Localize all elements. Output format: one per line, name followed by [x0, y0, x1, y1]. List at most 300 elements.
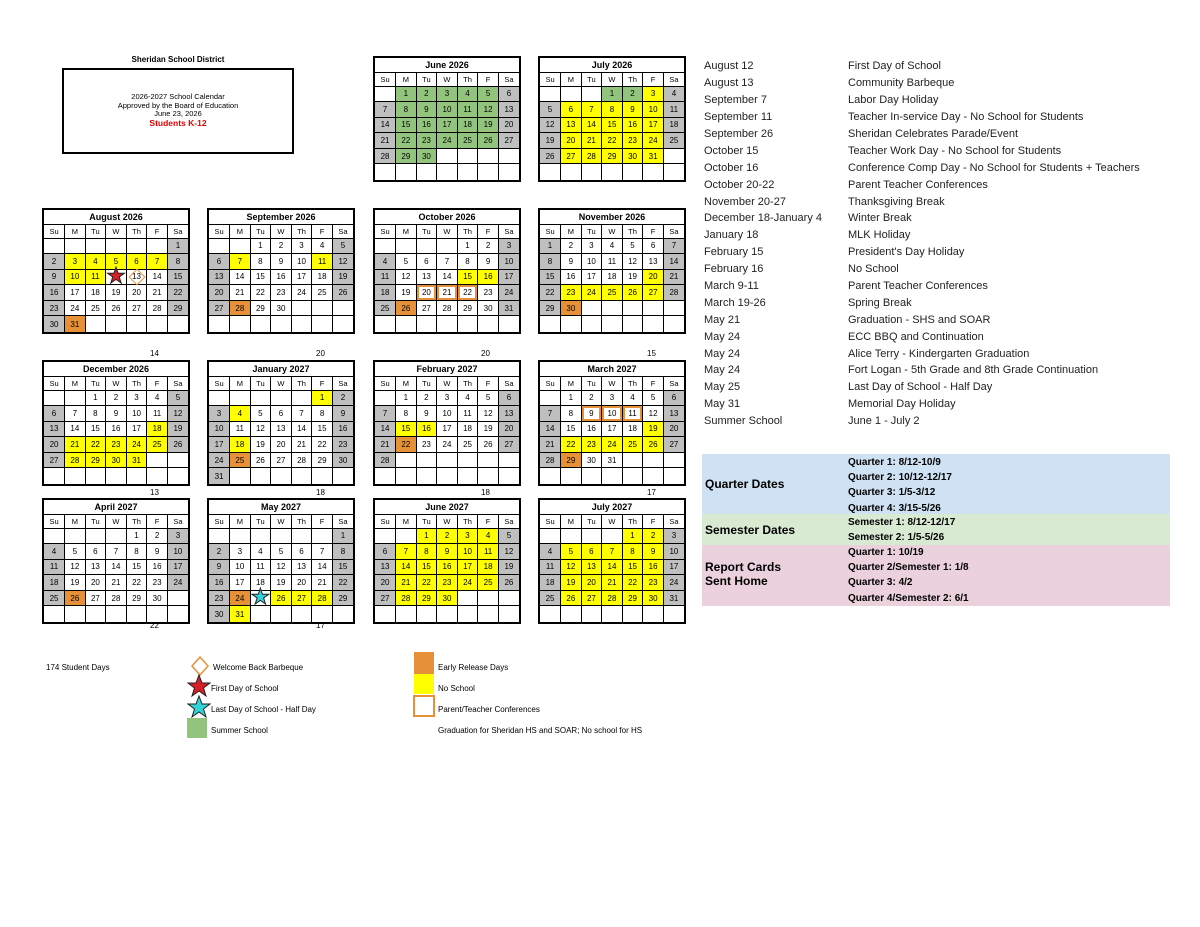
- calendar-day: 24: [457, 575, 478, 591]
- calendar-day: 8: [602, 102, 623, 118]
- empty-day-cell: [622, 316, 643, 332]
- calendar-day: 3: [230, 544, 251, 560]
- semester-2: Semester 2: 1/5-5/26: [848, 532, 945, 544]
- weekday-header: Su: [540, 377, 561, 390]
- event-date: November 20-27: [704, 195, 786, 208]
- event-date: February 15: [704, 246, 764, 259]
- empty-day-cell: [147, 606, 168, 622]
- calendar-day: 21: [437, 285, 458, 301]
- calendar-day: 26: [250, 452, 271, 468]
- calendar-day: 17: [167, 559, 188, 575]
- calendar-day: 13: [375, 559, 396, 575]
- calendar-day: 2: [44, 254, 65, 270]
- calendar-day: 17: [437, 421, 458, 437]
- calendar-day: 30: [209, 606, 230, 622]
- calendar-day: 7: [437, 254, 458, 270]
- calendar-day: 23: [209, 590, 230, 606]
- district-name: Sheridan School District: [131, 55, 225, 64]
- calendar-day: 30: [332, 452, 353, 468]
- calendar-day: 7: [663, 238, 684, 254]
- event-row: [704, 58, 1174, 75]
- empty-day-cell: [126, 238, 147, 254]
- empty-day-cell: [457, 452, 478, 468]
- empty-day-cell: [498, 148, 519, 164]
- calendar-day: 9: [209, 559, 230, 575]
- calendar-day: 16: [106, 421, 127, 437]
- calendar-day: 15: [167, 269, 188, 285]
- month-calendar: [373, 208, 521, 334]
- weekday-header: W: [602, 515, 623, 528]
- calendar-day: 7: [106, 544, 127, 560]
- calendar-day: 1: [126, 528, 147, 544]
- calendar-day: 3: [581, 238, 602, 254]
- event-description: MLK Holiday: [848, 229, 911, 242]
- calendar-day: 5: [167, 390, 188, 406]
- empty-day-cell: [65, 238, 86, 254]
- calendar-day: 26: [540, 148, 561, 164]
- empty-day-cell: [602, 606, 623, 622]
- calendar-day: 4: [457, 390, 478, 406]
- approval-line: Approved by the Board of Education: [117, 100, 239, 110]
- weekday-header: Sa: [332, 515, 353, 528]
- weekday-header: Su: [375, 73, 396, 86]
- empty-day-cell: [498, 468, 519, 484]
- event-row: [704, 126, 1174, 143]
- empty-day-cell: [396, 528, 417, 544]
- calendar-day: 21: [230, 285, 251, 301]
- calendar-day: 13: [271, 421, 292, 437]
- empty-day-cell: [437, 238, 458, 254]
- weekday-header: W: [602, 377, 623, 390]
- month-student-days: 20: [316, 349, 325, 358]
- calendar-day: 23: [416, 437, 437, 453]
- calendar-day: 11: [478, 544, 499, 560]
- calendar-day: 12: [478, 102, 499, 118]
- calendar-day: 21: [375, 133, 396, 149]
- calendar-day: 15: [396, 421, 417, 437]
- calendar-day: 22: [312, 437, 333, 453]
- month-calendar: [538, 208, 686, 334]
- calendar-day: 20: [498, 117, 519, 133]
- weekday-header: M: [561, 73, 582, 86]
- weekday-header: Sa: [167, 515, 188, 528]
- empty-day-cell: [540, 528, 561, 544]
- calendar-day: 2: [271, 238, 292, 254]
- calendar-day: 11: [375, 269, 396, 285]
- calendar-day: 10: [437, 406, 458, 422]
- calendar-day: 23: [416, 133, 437, 149]
- weekday-header: F: [643, 515, 664, 528]
- calendar-day: 4: [230, 406, 251, 422]
- weekday-header: Su: [44, 377, 65, 390]
- calendar-day: 12: [167, 406, 188, 422]
- calendar-day: 11: [602, 254, 623, 270]
- calendar-day: 9: [437, 544, 458, 560]
- calendar-day: 29: [167, 300, 188, 316]
- event-description: Community Barbeque: [848, 77, 955, 90]
- calendar-day: 6: [416, 254, 437, 270]
- report-2: Quarter 2/Semester 1: 1/8: [848, 562, 969, 574]
- empty-day-cell: [271, 316, 292, 332]
- month-student-days: 17: [316, 621, 325, 630]
- empty-day-cell: [602, 164, 623, 180]
- weekday-header: Sa: [663, 73, 684, 86]
- quarter-dates-label: Quarter Dates: [705, 477, 785, 491]
- month-student-days: 18: [316, 488, 325, 497]
- weekday-header: Su: [44, 225, 65, 238]
- empty-day-cell: [250, 390, 271, 406]
- month-student-days: 15: [647, 349, 656, 358]
- empty-day-cell: [291, 390, 312, 406]
- calendar-day: 9: [44, 269, 65, 285]
- quarter-3: Quarter 3: 1/5-3/12: [848, 487, 936, 499]
- calendar-day: 19: [478, 421, 499, 437]
- weekday-header: F: [312, 377, 333, 390]
- empty-day-cell: [126, 316, 147, 332]
- calendar-day: 1: [561, 390, 582, 406]
- calendar-day: 13: [85, 559, 106, 575]
- event-date: May 24: [704, 330, 741, 343]
- calendar-day: 27: [663, 437, 684, 453]
- calendar-day: 17: [457, 559, 478, 575]
- calendar-day: 13: [643, 254, 664, 270]
- empty-day-cell: [437, 148, 458, 164]
- calendar-day: 25: [375, 300, 396, 316]
- calendar-day: 18: [663, 117, 684, 133]
- event-date: March 9-11: [704, 280, 759, 293]
- weekday-header: Tu: [416, 377, 437, 390]
- calendar-day: 3: [291, 238, 312, 254]
- calendar-day: 19: [498, 559, 519, 575]
- empty-day-cell: [663, 316, 684, 332]
- empty-day-cell: [663, 148, 684, 164]
- calendar-day: 12: [250, 421, 271, 437]
- calendar-day: 14: [106, 559, 127, 575]
- month-calendar: [373, 360, 521, 486]
- event-date: May 31: [704, 398, 741, 411]
- empty-day-cell: [312, 528, 333, 544]
- calendar-day: 27: [581, 590, 602, 606]
- calendar-day: 6: [291, 544, 312, 560]
- calendar-day: 11: [85, 269, 106, 285]
- weekday-header: Sa: [498, 225, 519, 238]
- weekday-header: F: [147, 225, 168, 238]
- event-description: June 1 - July 2: [848, 415, 920, 428]
- weekday-header: W: [437, 377, 458, 390]
- calendar-day: 5: [498, 528, 519, 544]
- empty-day-cell: [643, 468, 664, 484]
- calendar-day: 4: [250, 544, 271, 560]
- calendar-day: 27: [498, 437, 519, 453]
- summer-school-swatch: [187, 718, 207, 738]
- empty-day-cell: [312, 300, 333, 316]
- calendar-day: 31: [126, 452, 147, 468]
- calendar-day: 4: [147, 390, 168, 406]
- early-release-swatch: [414, 652, 434, 674]
- calendar-day: 5: [396, 254, 417, 270]
- calendar-day: 28: [375, 452, 396, 468]
- calendar-day: 2: [416, 86, 437, 102]
- report-cards-section: [702, 545, 1170, 606]
- legend-early-release: Early Release Days: [438, 663, 509, 672]
- empty-day-cell: [209, 390, 230, 406]
- calendar-day: 4: [622, 390, 643, 406]
- calendar-day: 10: [291, 254, 312, 270]
- calendar-day: 22: [457, 285, 478, 301]
- month-title: June 2026: [375, 58, 519, 73]
- calendar-day: 29: [332, 590, 353, 606]
- calendar-day: 27: [291, 590, 312, 606]
- empty-day-cell: [332, 468, 353, 484]
- calendar-day: 1: [540, 238, 561, 254]
- calendar-header: [62, 55, 294, 154]
- event-row: [704, 109, 1174, 126]
- calendar-day: 24: [230, 590, 251, 606]
- calendar-day: 10: [663, 544, 684, 560]
- calendar-day: 8: [332, 544, 353, 560]
- month-title: November 2026: [540, 210, 684, 225]
- calendar-day: 18: [230, 437, 251, 453]
- calendar-day: 7: [147, 254, 168, 270]
- calendar-day: 31: [65, 316, 86, 332]
- calendar-day: 19: [643, 421, 664, 437]
- semester-dates-section: [702, 514, 1170, 545]
- weekday-header: F: [312, 225, 333, 238]
- empty-day-cell: [209, 238, 230, 254]
- approval-date: June 23, 2026: [154, 109, 202, 119]
- calendar-day: 3: [643, 86, 664, 102]
- empty-day-cell: [85, 316, 106, 332]
- weekday-header: Tu: [581, 515, 602, 528]
- weekday-header: Sa: [498, 73, 519, 86]
- calendar-day: 20: [416, 285, 437, 301]
- empty-day-cell: [498, 316, 519, 332]
- calendar-day: 30: [622, 148, 643, 164]
- event-date: May 24: [704, 364, 741, 377]
- empty-day-cell: [375, 468, 396, 484]
- event-row: [704, 244, 1174, 261]
- calendar-day: 25: [540, 590, 561, 606]
- calendar-day: 28: [581, 148, 602, 164]
- report-3: Quarter 3: 4/2: [848, 577, 913, 589]
- calendar-day: 23: [581, 437, 602, 453]
- weekday-header: M: [230, 225, 251, 238]
- calendar-day: 14: [602, 559, 623, 575]
- calendar-day: 6: [209, 254, 230, 270]
- month-title: February 2027: [375, 362, 519, 377]
- calendar-day: 19: [622, 269, 643, 285]
- weekday-header: Th: [457, 225, 478, 238]
- event-row: [704, 294, 1174, 311]
- weekday-header: F: [478, 225, 499, 238]
- calendar-day: 4: [663, 86, 684, 102]
- weekday-header: W: [106, 377, 127, 390]
- event-description: Conference Comp Day - No School for Students + Teachers: [848, 161, 1140, 174]
- event-description: Last Day of School - Half Day: [848, 381, 993, 394]
- calendar-day: 15: [561, 421, 582, 437]
- calendar-day: 16: [209, 575, 230, 591]
- event-date: August 13: [704, 77, 754, 90]
- calendar-day: 18: [250, 575, 271, 591]
- empty-day-cell: [85, 606, 106, 622]
- month-title: September 2026: [209, 210, 353, 225]
- event-row: [704, 396, 1174, 413]
- calendar-day: 22: [396, 133, 417, 149]
- calendar-day: 15: [126, 559, 147, 575]
- calendar-day: 29: [561, 452, 582, 468]
- legend: [0, 650, 700, 750]
- calendar-day: 19: [332, 269, 353, 285]
- calendar-day: 10: [65, 269, 86, 285]
- empty-day-cell: [643, 316, 664, 332]
- legend-conferences: Parent/Teacher Conferences: [438, 705, 540, 714]
- calendar-day: 17: [126, 421, 147, 437]
- weekday-header: Th: [291, 225, 312, 238]
- month-title: March 2027: [540, 362, 684, 377]
- empty-day-cell: [581, 528, 602, 544]
- quarter-1: Quarter 1: 8/12-10/9: [848, 457, 941, 468]
- weekday-header: W: [602, 73, 623, 86]
- calendar-day: 19: [250, 437, 271, 453]
- calendar-day: 17: [230, 575, 251, 591]
- calendar-day: 26: [106, 300, 127, 316]
- calendar-day: 10: [437, 102, 458, 118]
- calendar-day: 5: [540, 102, 561, 118]
- sent-home-label: Sent Home: [705, 574, 768, 588]
- weekday-header: M: [396, 73, 417, 86]
- weekday-header: Tu: [85, 515, 106, 528]
- event-description: First Day of School: [848, 60, 941, 73]
- calendar-day: 24: [581, 285, 602, 301]
- calendar-day: 21: [581, 133, 602, 149]
- calendar-day: 12: [498, 544, 519, 560]
- weekday-header: Th: [291, 515, 312, 528]
- calendar-day: 30: [561, 300, 582, 316]
- calendar-day: 2: [332, 390, 353, 406]
- weekday-header: Tu: [85, 377, 106, 390]
- calendar-day: 18: [85, 285, 106, 301]
- calendar-day: 2: [416, 390, 437, 406]
- calendar-day: 18: [147, 421, 168, 437]
- calendar-day: 13: [581, 559, 602, 575]
- calendar-day: 12: [478, 406, 499, 422]
- month-calendar: [373, 498, 521, 624]
- calendar-day: 9: [581, 406, 602, 422]
- calendar-day: 10: [167, 544, 188, 560]
- empty-day-cell: [167, 606, 188, 622]
- calendar-day: 24: [437, 437, 458, 453]
- calendar-day: 3: [126, 390, 147, 406]
- empty-day-cell: [44, 528, 65, 544]
- empty-day-cell: [478, 468, 499, 484]
- calendar-day: 10: [126, 406, 147, 422]
- month-calendar: [207, 498, 355, 624]
- calendar-day: 5: [478, 86, 499, 102]
- empty-day-cell: [581, 316, 602, 332]
- calendar-day: 16: [147, 559, 168, 575]
- barbeque-diamond-icon: [190, 656, 210, 676]
- calendar-day: 28: [375, 148, 396, 164]
- calendar-day: 24: [602, 437, 623, 453]
- weekday-header: Th: [126, 377, 147, 390]
- calendar-day: 28: [396, 590, 417, 606]
- calendar-day: 9: [643, 544, 664, 560]
- calendar-day: 16: [437, 559, 458, 575]
- calendar-day: 19: [106, 285, 127, 301]
- event-description: Parent Teacher Conferences: [848, 178, 988, 191]
- calendar-day: 8: [540, 254, 561, 270]
- empty-day-cell: [106, 528, 127, 544]
- event-row: [704, 261, 1174, 278]
- event-list: [704, 58, 1174, 430]
- weekday-header: Su: [209, 377, 230, 390]
- legend-last-day: Last Day of School - Half Day: [211, 705, 316, 714]
- calendar-day: 28: [312, 590, 333, 606]
- calendar-day: 1: [167, 238, 188, 254]
- event-date: Summer School: [704, 415, 783, 428]
- calendar-day: 17: [437, 117, 458, 133]
- calendar-day: 13: [498, 102, 519, 118]
- calendar-day: 7: [375, 102, 396, 118]
- calendar-day: 11: [312, 254, 333, 270]
- empty-day-cell: [663, 606, 684, 622]
- calendar-day: 30: [147, 590, 168, 606]
- calendar-day: 29: [85, 452, 106, 468]
- calendar-day: 21: [65, 437, 86, 453]
- calendar-day: 26: [65, 590, 86, 606]
- event-date: January 18: [704, 229, 759, 242]
- legend-barbeque: Welcome Back Barbeque: [213, 663, 304, 672]
- calendar-day: 28: [106, 590, 127, 606]
- calendar-day: 20: [126, 285, 147, 301]
- empty-day-cell: [332, 606, 353, 622]
- month-student-days: 20: [481, 349, 490, 358]
- empty-day-cell: [396, 606, 417, 622]
- calendar-day: 29: [416, 590, 437, 606]
- empty-day-cell: [416, 164, 437, 180]
- event-date: August 12: [704, 60, 754, 73]
- calendar-day: 31: [663, 590, 684, 606]
- calendar-day: 22: [126, 575, 147, 591]
- empty-day-cell: [663, 452, 684, 468]
- weekday-header: M: [65, 225, 86, 238]
- empty-day-cell: [622, 468, 643, 484]
- empty-day-cell: [65, 468, 86, 484]
- calendar-day: 22: [85, 437, 106, 453]
- weekday-header: F: [147, 515, 168, 528]
- empty-day-cell: [375, 86, 396, 102]
- empty-day-cell: [540, 606, 561, 622]
- weekday-header: Sa: [167, 225, 188, 238]
- calendar-day: 4: [540, 544, 561, 560]
- calendar-day: 13: [44, 421, 65, 437]
- month-student-days: 18: [481, 488, 490, 497]
- event-description: President's Day Holiday: [848, 246, 965, 259]
- weekday-header: W: [106, 515, 127, 528]
- calendar-day: 27: [209, 300, 230, 316]
- calendar-day: 31: [498, 300, 519, 316]
- weekday-header: F: [643, 73, 664, 86]
- calendar-day: 4: [375, 254, 396, 270]
- calendar-day: 10: [643, 102, 664, 118]
- calendar-day: 22: [396, 437, 417, 453]
- event-row: [704, 210, 1174, 227]
- weekday-header: W: [271, 377, 292, 390]
- weekday-header: Sa: [332, 377, 353, 390]
- empty-day-cell: [250, 528, 271, 544]
- calendar-day: 31: [209, 468, 230, 484]
- calendar-day: 21: [396, 575, 417, 591]
